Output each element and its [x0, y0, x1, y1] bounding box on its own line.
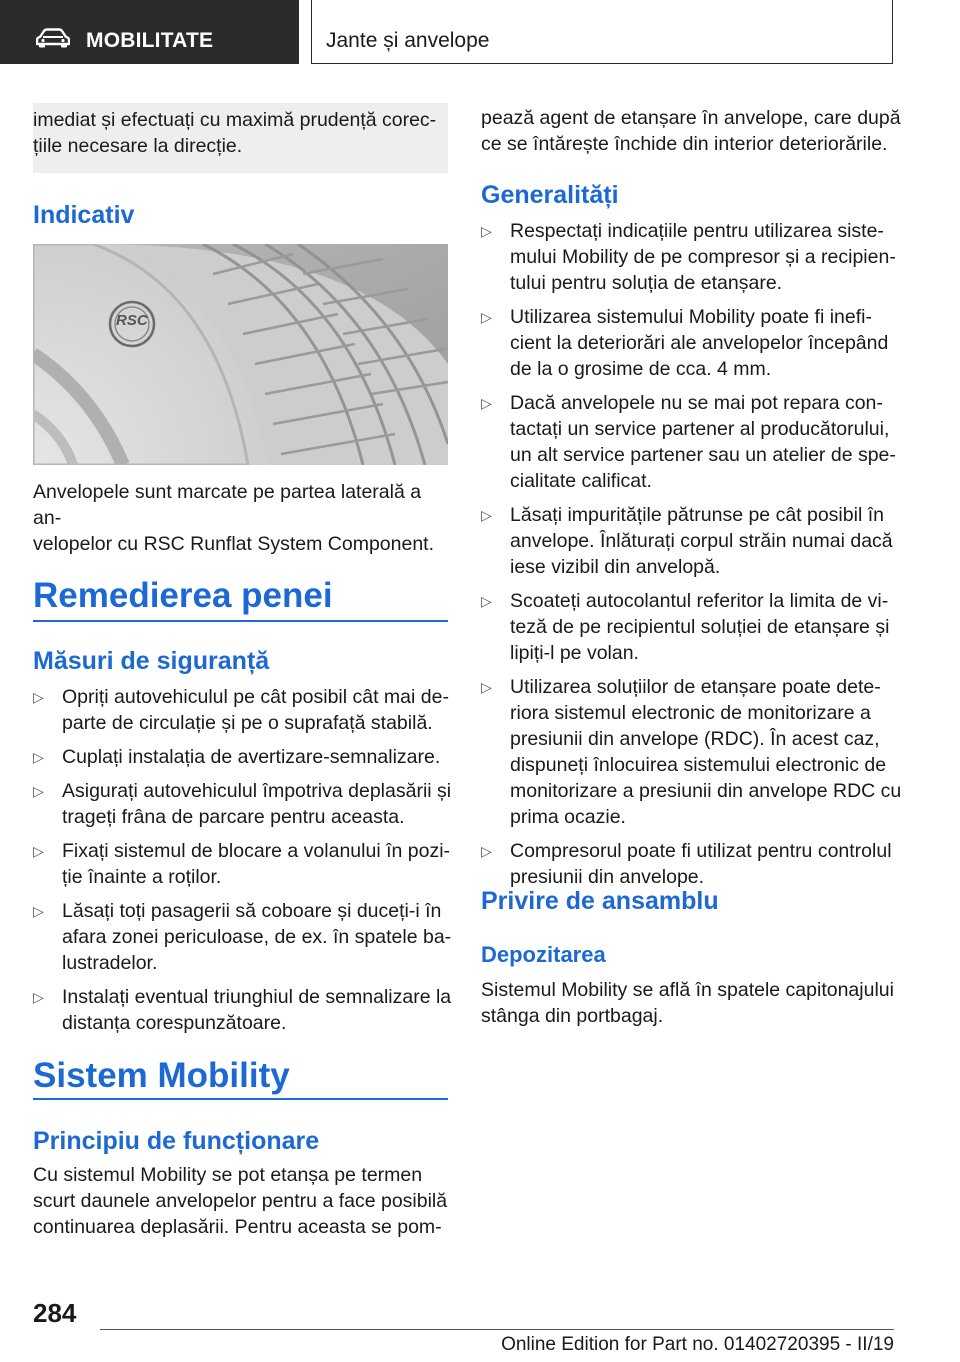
triangle-bullet-icon: ▷: [481, 309, 492, 325]
page-number: 284: [33, 1298, 77, 1328]
triangle-bullet-icon: ▷: [33, 843, 44, 859]
triangle-bullet-icon: ▷: [33, 989, 44, 1005]
list-item: ▷ Respectați indicațiile pentru utilizarea siste- mului Mobility de pe compresor și a recipien- tului pentru soluția de etanșare.: [481, 220, 896, 294]
triangle-bullet-icon: ▷: [33, 783, 44, 799]
car-icon: [36, 28, 70, 53]
indicativ-heading: Indicativ: [33, 201, 135, 229]
heading-rule: [33, 1098, 448, 1100]
generalitati-list: [481, 218, 906, 898]
list-item: ▷ Utilizarea sistemului Mobility poate fi inefi- cient la deteriorări ale anvelopelor începând de la o grosime de cca. 4 mm.: [481, 306, 889, 380]
triangle-bullet-icon: ▷: [481, 223, 492, 239]
note-box: [33, 103, 448, 173]
principiu-paragraph: Cu sistemul Mobility se pot etanșa pe termen scurt daunele anvelopelor pentru a face posibilă continuarea deplasării. Pentru aceasta se pom-: [33, 1164, 448, 1238]
sistem-heading: Sistem Mobility: [33, 1056, 290, 1095]
list-item: ▷ Scoateți autocolantul referitor la limita de vi- teză de pe recipientul soluției de etanșare și lipiți-l pe volan.: [481, 590, 890, 664]
list-item: ▷ Compresorul poate fi utilizat pentru controlul presiunii din anvelope.: [481, 840, 892, 888]
list-item: ▷ Asigurați autovehiculul împotriva deplasării și trageți frâna de parcare pentru aceasta.: [33, 780, 452, 828]
chapter-header: [311, 0, 893, 64]
triangle-bullet-icon: ▷: [33, 749, 44, 765]
principiu-heading: Principiu de funcționare: [33, 1127, 320, 1155]
list-item: ▷ Lăsați toți pasagerii să coboare și duceți-i în afara zonei periculoase, de ex. în spatele ba- lustradelor.: [33, 900, 452, 974]
image-caption: [33, 479, 453, 557]
triangle-bullet-icon: ▷: [33, 903, 44, 919]
triangle-bullet-icon: ▷: [481, 593, 492, 609]
list-item: ▷ Lăsați impuritățile pătrunse pe cât posibil în anvelope. Înlăturați corpul străin numai dacă iese vizibil din anvelopă.: [481, 504, 893, 578]
masuri-heading: Măsuri de siguranță: [33, 647, 270, 675]
rsc-logo: RSC: [116, 312, 148, 329]
triangle-bullet-icon: ▷: [481, 507, 492, 523]
triangle-bullet-icon: ▷: [33, 689, 44, 705]
list-item: ▷ Instalați eventual triunghiul de semnalizare la distanța corespunzătoare.: [33, 986, 452, 1034]
caption-line: velopelor cu RSC Runflat System Component.: [33, 533, 435, 555]
privire-heading: Privire de ansamblu: [481, 887, 719, 915]
footer-rule: [100, 1329, 894, 1330]
list-item: ▷ Cuplați instalația de avertizare-semnalizare.: [33, 746, 441, 768]
generalitati-heading: Generalități: [481, 181, 619, 209]
remedierea-heading: Remedierea penei: [33, 576, 333, 615]
heading-rule: [33, 620, 448, 622]
edition-text: Online Edition for Part no. 01402720395 - II/19: [501, 1334, 894, 1355]
caption-line: Anvelopele sunt marcate pe partea laterală a an-: [33, 481, 422, 529]
note-line: țiile necesare la direcție.: [33, 135, 243, 157]
list-item: ▷ Fixați sistemul de blocare a volanului în pozi- ție înainte a roților.: [33, 840, 451, 888]
list-item: ▷ Opriți autovehiculul pe cât posibil cât mai de- parte de circulație și pe o suprafață stabilă.: [33, 686, 449, 734]
chapter-title: Jante și anvelope: [326, 29, 490, 52]
depozitarea-paragraph: Sistemul Mobility se află în spatele capitonajului stânga din portbagaj.: [481, 979, 894, 1027]
list-item: ▷ Utilizarea soluțiilor de etanșare poate dete- riora sistemul electronic de monitorizare a presiunii din anvelope (RDC). În acest caz, dispuneți înlocuirea sistemului electronic de monitorizare a presiunii din anvelope RDC cu prima ocazie.: [481, 676, 902, 828]
tire-image: [33, 244, 448, 465]
triangle-bullet-icon: ▷: [481, 843, 492, 859]
continued-paragraph: pează agent de etanșare în anvelope, care după ce se întărește închide din interior deteriorările.: [481, 107, 901, 155]
note-line: imediat și efectuați cu maximă prudență corec-: [33, 109, 437, 131]
triangle-bullet-icon: ▷: [481, 679, 492, 695]
triangle-bullet-icon: ▷: [481, 395, 492, 411]
section-title: MOBILITATE: [86, 29, 214, 52]
section-header: [0, 0, 299, 64]
masuri-list: [33, 684, 453, 1044]
depozitarea-heading: Depozitarea: [481, 942, 606, 967]
list-item: ▷ Dacă anvelopele nu se mai pot repara con- tactați un service partener al producătorului, un alt service partener sau un atelier de spe- cialitate calificat.: [481, 392, 896, 492]
